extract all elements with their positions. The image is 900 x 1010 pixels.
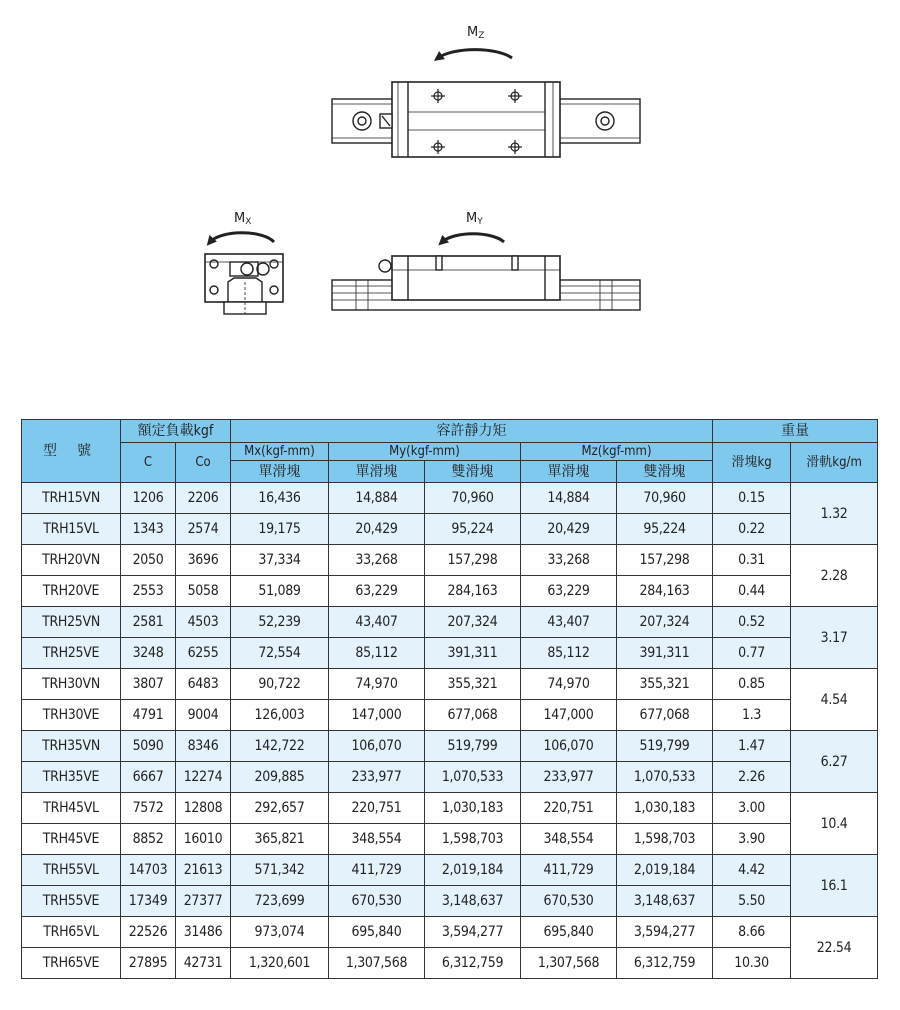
cell-mx: 292,657 [231, 793, 329, 824]
cell-mz1: 411,729 [521, 855, 617, 886]
cell-mz1: 106,070 [521, 731, 617, 762]
cell-mz2: 3,594,277 [617, 917, 713, 948]
cell-my1: 220,751 [329, 793, 425, 824]
cell-model: TRH30VE [22, 700, 121, 731]
cell-mx: 72,554 [231, 638, 329, 669]
moment-diagrams [0, 0, 900, 400]
mx-label: MX [234, 211, 252, 227]
cell-mz2: 6,312,759 [617, 948, 713, 979]
cell-my2: 1,598,703 [425, 824, 521, 855]
cell-block: 3.00 [713, 793, 791, 824]
cell-block: 0.52 [713, 607, 791, 638]
cell-co: 21613 [176, 855, 231, 886]
header-weight: 重量 [713, 420, 878, 443]
cell-c: 6667 [121, 762, 176, 793]
cell-mz2: 2,019,184 [617, 855, 713, 886]
cell-c: 1206 [121, 483, 176, 514]
cell-model: TRH55VL [22, 855, 121, 886]
cell-model: TRH65VE [22, 948, 121, 979]
cell-rail-weight: 16.1 [791, 855, 878, 917]
cell-block: 0.31 [713, 545, 791, 576]
table-row [22, 824, 878, 855]
cell-co: 3696 [176, 545, 231, 576]
cell-model: TRH20VE [22, 576, 121, 607]
cell-mz2: 207,324 [617, 607, 713, 638]
table-row [22, 855, 878, 886]
cell-my1: 1,307,568 [329, 948, 425, 979]
cell-mz1: 1,307,568 [521, 948, 617, 979]
mx-rotation-arrow [210, 233, 274, 242]
cell-my1: 74,970 [329, 669, 425, 700]
cell-mx: 19,175 [231, 514, 329, 545]
cell-rail-weight: 1.32 [791, 483, 878, 545]
cell-my1: 14,884 [329, 483, 425, 514]
spec-table [21, 419, 878, 979]
cell-model: TRH30VN [22, 669, 121, 700]
cell-c: 1343 [121, 514, 176, 545]
cell-my2: 355,321 [425, 669, 521, 700]
header-c: C [121, 443, 176, 483]
linear-guide-illustration [0, 0, 900, 400]
cell-my1: 85,112 [329, 638, 425, 669]
table-row [22, 514, 878, 545]
cell-mz2: 1,030,183 [617, 793, 713, 824]
header-rated-load: 額定負載kgf [121, 420, 231, 443]
cell-rail-weight: 2.28 [791, 545, 878, 607]
cell-my2: 70,960 [425, 483, 521, 514]
cell-co: 6483 [176, 669, 231, 700]
cell-mx: 51,089 [231, 576, 329, 607]
cell-model: TRH65VL [22, 917, 121, 948]
cell-mz2: 1,598,703 [617, 824, 713, 855]
cell-mz2: 1,070,533 [617, 762, 713, 793]
cell-model: TRH35VE [22, 762, 121, 793]
table-header [22, 420, 878, 483]
cell-rail-weight: 6.27 [791, 731, 878, 793]
header-mx: Mx(kgf-mm) [231, 443, 329, 461]
cell-my1: 670,530 [329, 886, 425, 917]
cell-block: 0.22 [713, 514, 791, 545]
cell-mz1: 63,229 [521, 576, 617, 607]
cell-mz1: 43,407 [521, 607, 617, 638]
table-row [22, 576, 878, 607]
mx-end-view [205, 211, 283, 314]
cell-my1: 63,229 [329, 576, 425, 607]
table-row [22, 700, 878, 731]
table-row [22, 762, 878, 793]
cell-mx: 37,334 [231, 545, 329, 576]
header-rail-kgm: 滑軌kg/m [791, 443, 878, 483]
cell-mx: 723,699 [231, 886, 329, 917]
cell-my1: 43,407 [329, 607, 425, 638]
cell-my1: 233,977 [329, 762, 425, 793]
cell-mz2: 3,148,637 [617, 886, 713, 917]
table-row [22, 638, 878, 669]
header-static-moment: 容許靜力矩 [231, 420, 713, 443]
table-row [22, 948, 878, 979]
cell-rail-weight: 3.17 [791, 607, 878, 669]
cell-mz2: 355,321 [617, 669, 713, 700]
cell-block: 3.90 [713, 824, 791, 855]
cell-my2: 391,311 [425, 638, 521, 669]
header-mz-double: 雙滑塊 [617, 461, 713, 483]
cell-model: TRH15VN [22, 483, 121, 514]
cell-my1: 411,729 [329, 855, 425, 886]
my-side-view [332, 211, 640, 310]
cell-mz2: 284,163 [617, 576, 713, 607]
header-my: My(kgf-mm) [329, 443, 521, 461]
cell-mx: 973,074 [231, 917, 329, 948]
cell-co: 5058 [176, 576, 231, 607]
cell-mx: 52,239 [231, 607, 329, 638]
header-mz-single: 單滑塊 [521, 461, 617, 483]
my-label: MY [466, 211, 483, 227]
cell-c: 27895 [121, 948, 176, 979]
cell-mx: 142,722 [231, 731, 329, 762]
table-row [22, 793, 878, 824]
cell-block: 5.50 [713, 886, 791, 917]
cell-mz1: 20,429 [521, 514, 617, 545]
cell-model: TRH15VL [22, 514, 121, 545]
cell-my2: 519,799 [425, 731, 521, 762]
cell-co: 42731 [176, 948, 231, 979]
cell-my2: 3,594,277 [425, 917, 521, 948]
cell-my2: 677,068 [425, 700, 521, 731]
table-row [22, 886, 878, 917]
cell-co: 27377 [176, 886, 231, 917]
cell-c: 5090 [121, 731, 176, 762]
cell-mz1: 348,554 [521, 824, 617, 855]
header-co: Co [176, 443, 231, 483]
cell-c: 3807 [121, 669, 176, 700]
cell-co: 12808 [176, 793, 231, 824]
cell-mz1: 670,530 [521, 886, 617, 917]
cell-block: 10.30 [713, 948, 791, 979]
cell-my1: 147,000 [329, 700, 425, 731]
cell-c: 2050 [121, 545, 176, 576]
table-body [22, 483, 878, 979]
cell-mx: 16,436 [231, 483, 329, 514]
header-model: 型 號 [22, 420, 121, 483]
cell-model: TRH20VN [22, 545, 121, 576]
cell-mz1: 695,840 [521, 917, 617, 948]
cell-c: 22526 [121, 917, 176, 948]
cell-model: TRH45VE [22, 824, 121, 855]
cell-my2: 1,030,183 [425, 793, 521, 824]
cell-model: TRH35VN [22, 731, 121, 762]
cell-mz2: 157,298 [617, 545, 713, 576]
cell-mx: 209,885 [231, 762, 329, 793]
cell-my2: 284,163 [425, 576, 521, 607]
cell-c: 3248 [121, 638, 176, 669]
cell-co: 2574 [176, 514, 231, 545]
mz-top-view [332, 25, 640, 157]
cell-my1: 33,268 [329, 545, 425, 576]
cell-my2: 2,019,184 [425, 855, 521, 886]
cell-mz2: 95,224 [617, 514, 713, 545]
cell-co: 6255 [176, 638, 231, 669]
header-mz: Mz(kgf-mm) [521, 443, 713, 461]
cell-my2: 3,148,637 [425, 886, 521, 917]
my-rotation-arrow [442, 234, 504, 242]
cell-model: TRH45VL [22, 793, 121, 824]
table-row [22, 607, 878, 638]
cell-my2: 157,298 [425, 545, 521, 576]
header-block-kg: 滑塊kg [713, 443, 791, 483]
cell-mz1: 33,268 [521, 545, 617, 576]
cell-mz2: 677,068 [617, 700, 713, 731]
cell-rail-weight: 4.54 [791, 669, 878, 731]
cell-my2: 95,224 [425, 514, 521, 545]
cell-mz2: 70,960 [617, 483, 713, 514]
cell-mz2: 519,799 [617, 731, 713, 762]
cell-co: 9004 [176, 700, 231, 731]
cell-my1: 106,070 [329, 731, 425, 762]
cell-block: 8.66 [713, 917, 791, 948]
cell-c: 17349 [121, 886, 176, 917]
cell-rail-weight: 22.54 [791, 917, 878, 979]
table-row [22, 917, 878, 948]
cell-mx: 365,821 [231, 824, 329, 855]
cell-c: 14703 [121, 855, 176, 886]
cell-rail-weight: 10.4 [791, 793, 878, 855]
cell-co: 31486 [176, 917, 231, 948]
header-mx-single: 單滑塊 [231, 461, 329, 483]
cell-block: 4.42 [713, 855, 791, 886]
table-row [22, 545, 878, 576]
cell-co: 8346 [176, 731, 231, 762]
cell-c: 2581 [121, 607, 176, 638]
cell-block: 1.3 [713, 700, 791, 731]
cell-c: 2553 [121, 576, 176, 607]
cell-co: 12274 [176, 762, 231, 793]
cell-block: 1.47 [713, 731, 791, 762]
cell-my2: 207,324 [425, 607, 521, 638]
cell-model: TRH25VN [22, 607, 121, 638]
cell-my1: 20,429 [329, 514, 425, 545]
cell-block: 2.26 [713, 762, 791, 793]
cell-co: 16010 [176, 824, 231, 855]
mz-rotation-arrow [438, 50, 512, 58]
header-my-single: 單滑塊 [329, 461, 425, 483]
cell-mx: 1,320,601 [231, 948, 329, 979]
table-row [22, 669, 878, 700]
cell-block: 0.85 [713, 669, 791, 700]
table-row [22, 731, 878, 762]
cell-c: 4791 [121, 700, 176, 731]
cell-mz1: 220,751 [521, 793, 617, 824]
cell-co: 2206 [176, 483, 231, 514]
cell-model: TRH55VE [22, 886, 121, 917]
header-my-double: 雙滑塊 [425, 461, 521, 483]
cell-mz1: 233,977 [521, 762, 617, 793]
cell-model: TRH25VE [22, 638, 121, 669]
table-row [22, 483, 878, 514]
cell-mx: 90,722 [231, 669, 329, 700]
cell-my2: 6,312,759 [425, 948, 521, 979]
mz-label: MZ [467, 25, 485, 41]
cell-block: 0.15 [713, 483, 791, 514]
cell-c: 8852 [121, 824, 176, 855]
cell-mx: 126,003 [231, 700, 329, 731]
cell-my1: 695,840 [329, 917, 425, 948]
cell-co: 4503 [176, 607, 231, 638]
cell-mz1: 14,884 [521, 483, 617, 514]
cell-my2: 1,070,533 [425, 762, 521, 793]
cell-mz1: 74,970 [521, 669, 617, 700]
cell-mx: 571,342 [231, 855, 329, 886]
cell-block: 0.77 [713, 638, 791, 669]
cell-block: 0.44 [713, 576, 791, 607]
cell-mz1: 85,112 [521, 638, 617, 669]
cell-mz1: 147,000 [521, 700, 617, 731]
cell-mz2: 391,311 [617, 638, 713, 669]
cell-my1: 348,554 [329, 824, 425, 855]
cell-c: 7572 [121, 793, 176, 824]
